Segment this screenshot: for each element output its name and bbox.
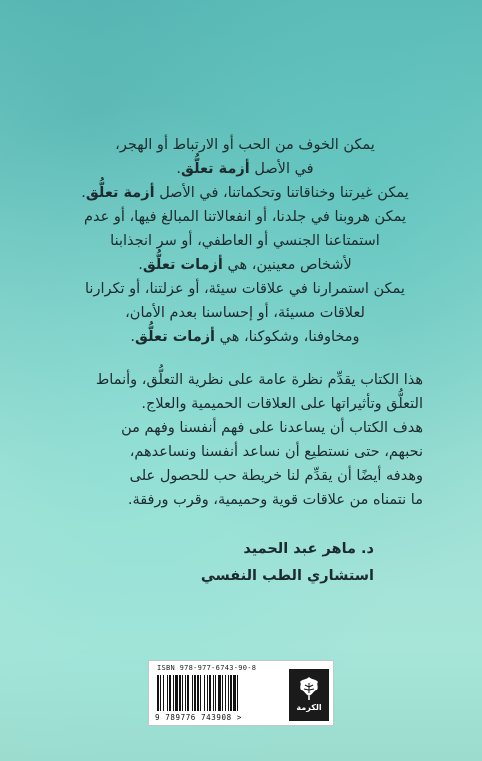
blurb-paragraph-1 [70,133,420,349]
blurb-line: التعلُّق وتأثيراتها على العلاقات الحميمية والعلاج. [141,396,423,412]
barcode-bar [204,675,205,711]
isbn-barcode [148,660,334,726]
barcode-bar [209,675,211,711]
barcode-bar [197,675,199,711]
emphasis-text: أزمة تعلُّق [85,185,155,201]
barcode-bar [215,675,216,711]
barcode-bar [225,675,226,711]
barcode-bar [157,675,159,711]
blurb-line: استمتاعنا الجنسي أو العاطفي، أو سر انجذابنا [110,233,380,249]
blurb-line: وهدفه أيضًا أن يقدِّم لنا خريطة حب للحصول على [129,468,423,484]
barcode-digits: 9 789776 743908 > [155,713,242,722]
isbn-number: ISBN 978-977-6743-90-8 [157,664,257,672]
vine-leaf-icon [296,675,322,701]
barcode-bar [175,675,178,711]
barcode-bar [213,675,214,711]
author-name: د. ماهر عبد الحميد [243,541,374,557]
blurb-line: هدف الكتاب أن يساعدنا على فهم أنفسنا وفهم من [121,420,423,436]
barcode-bar [187,675,189,711]
barcode-bar [167,675,168,711]
blurb-line: هذا الكتاب يقدِّم نظرة عامة على نظرية التعلُّق، وأنماط [95,372,423,388]
barcode-bar [222,675,223,711]
barcode-bars [157,675,275,711]
emphasis-text: أزمة تعلُّق [181,161,250,177]
barcode-bar [200,675,201,711]
barcode-bar [207,675,208,711]
blurb-line: ما نتمناه من علاقات قوية وحميمية، وقرب ورفقة. [127,492,423,508]
barcode-bar [192,675,193,711]
blurb-line: لأشخاص معينين، هي أزمات تعلُّق. [138,257,352,273]
barcode-bar [173,675,174,711]
barcode-bar [182,675,183,711]
barcode-bar [163,675,164,711]
emphasis-text: أزمات تعلُّق [135,329,216,345]
blurb-line: لعلاقات مسيئة، أو إحساسنا بعدم الأمان، [125,305,365,321]
blurb-line: يمكن الخوف من الحب أو الارتباط أو الهجر، [115,137,375,153]
blurb-line: يمكن استمرارنا في علاقات سيئة، أو عزلتنا، أو تكرارنا [85,281,405,297]
barcode-bar [230,675,232,711]
blurb-line: يمكن غيرتنا وخناقاتنا وتحكماتنا، في الأصل أزمة تعلُّق. [81,185,409,201]
barcode-bar [179,675,181,711]
blurb-paragraph-2 [68,368,423,512]
publisher-name: الكرمة [296,703,322,712]
emphasis-text: أزمات تعلُّق [142,257,223,273]
barcode-bar [218,675,221,711]
blurb-line: يمكن هروبنا في جلدنا، أو انفعالاتنا المبالغ فيها، أو عدم [83,209,406,225]
barcode-bar [185,675,186,711]
barcode-bar [228,675,229,711]
barcode-bar [233,675,236,711]
blurb-line: نحبهم، حتى نستطيع أن نساعد أنفسنا ونساعدهم، [129,444,423,460]
blurb-line: ومخاوفنا، وشكوكنا، هي أزمات تعلُّق. [130,329,360,345]
barcode-bar [194,675,196,711]
author-title: استشاري الطب النفسي [200,568,374,584]
barcode-bar [160,675,161,711]
publisher-logo [289,669,329,721]
barcode-bar [237,675,238,711]
barcode-bar [169,675,171,711]
blurb-line: في الأصل أزمة تعلُّق. [176,161,314,177]
